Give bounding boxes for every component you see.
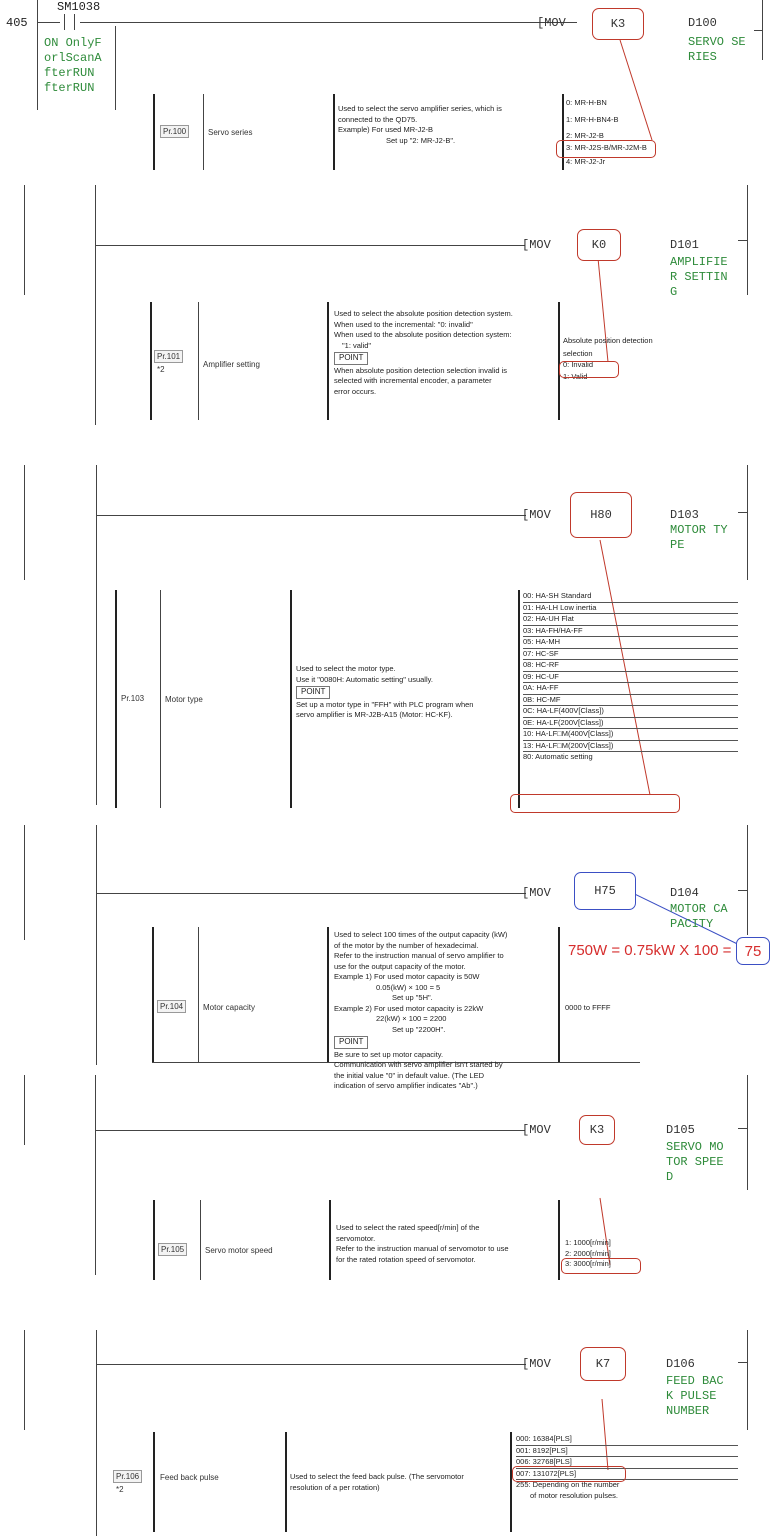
- mov-instruction[interactable]: [MOV: [522, 1357, 551, 1371]
- param-table-border: [152, 927, 154, 1063]
- contact-symbol[interactable]: [60, 14, 80, 30]
- left-power-rail: [24, 465, 25, 580]
- param-tag: Pr.105: [158, 1243, 187, 1256]
- option-list: 000: 16384[PLS] 001: 8192[PLS] 006: 32768[PLS] 007: 131072[PLS] 255: Depending on the number of motor resolution pulses.: [516, 1434, 738, 1501]
- option-list: 00: HA-SH Standard 01: HA-LH Low inertia 02: HA-UH Flat 03: HA-FH/HA-FF 05: HA-MH 07: HC-SF 08: HC-RF 09: HC-UF 0A: HA-FF 0B: HC-MF 0C: HA-LF(400V[Class]) 0E: HA-LF(200V[Class]) 10: HA-LF□M(400V[Class]) 13: HA-LF□M(200V[Class]) 80: Automatic setting: [523, 591, 738, 763]
- rung-branch: [95, 185, 96, 425]
- contact-label: SM1038: [57, 0, 101, 14]
- rung-branch: [96, 1330, 97, 1536]
- point-label: POINT: [296, 686, 330, 699]
- rung-line: [95, 1130, 525, 1131]
- right-power-rail: [747, 465, 748, 580]
- device-comment: SERVO MO TOR SPEE D: [666, 1140, 724, 1184]
- point-label: POINT: [334, 1036, 368, 1049]
- device-comment: MOTOR TY PE: [670, 523, 728, 552]
- capacity-result: 75: [736, 937, 770, 965]
- selected-option-highlight: [561, 1258, 641, 1274]
- device-label: D103: [670, 508, 699, 522]
- left-power-rail: [24, 185, 25, 295]
- param-description: Used to select the servo amplifier series, which is connected to the QD75. Example) For used MR-J2-B Set up "2: MR-J2-B".: [338, 104, 502, 145]
- param-tag: Pr.101: [154, 350, 183, 363]
- mov-instruction[interactable]: [MOV: [537, 16, 566, 30]
- option-list: 0: MR-H-BN 1: MR-H-BN4-B 2: MR-J2-B 3: MR-J2S-B/MR-J2M-B 4: MR-J2-Jr: [566, 98, 647, 166]
- option-list: 1: 1000[r/min] 2: 2000[r/min] 3: 3000[r/min]: [565, 1238, 611, 1268]
- param-note: *2: [116, 1485, 124, 1494]
- branch-line: [115, 26, 116, 110]
- point-label: POINT: [334, 352, 368, 365]
- param-description: Used to select 100 times of the output capacity (kW) of the motor by the number of hexadecimal. Refer to the instruction manual of servo amplifier to use for the output capacity of the motor. Example 1) For used motor capacity is 50W 0.05(kW) × 100 = 5 Set up "5H". Example 2) For used motor capacity is 22kW 22(kW) × 100 = 2200 Set up "2200H". POINT Be sure to set up motor capacity. Communication with servo amplifier isn't started by the initial value "0" in default value. (The LED indication of servo amplifier indicates "Ab".): [334, 930, 508, 1090]
- param-description: Used to select the absolute position detection system. When used to the incremental: "0: invalid" When used to the absolute position detection system: "1: valid" POINT When absolute position detection selection invalid is selected with incremental encoder, a parameter error occurs.: [334, 309, 513, 396]
- param-name: Motor capacity: [203, 1003, 256, 1012]
- device-label: D100: [688, 16, 717, 30]
- param-name: Servo motor speed: [205, 1246, 273, 1255]
- device-label: D105: [666, 1123, 695, 1137]
- device-comment: FEED BAC K PULSE NUMBER: [666, 1374, 724, 1418]
- param-name: Amplifier setting: [203, 360, 260, 369]
- rung-branch: [96, 465, 97, 805]
- rung-line: [95, 245, 525, 246]
- device-label: D104: [670, 886, 699, 900]
- rung-line: [37, 22, 577, 23]
- param-table-border: [150, 302, 152, 420]
- param-description: Used to select the motor type. Use it "0080H: Automatic setting" usually. POINT Set up a motor type in "FFH" with PLC program when servo amplifier is MR-J2B-A15 (Motor: HC-KF).: [296, 664, 474, 719]
- rung-line: [96, 1364, 526, 1365]
- param-table-border: [115, 590, 117, 808]
- step-number: 405: [6, 16, 28, 30]
- left-power-rail: [24, 825, 25, 940]
- param-name: Motor type: [165, 695, 203, 704]
- param-name: Servo series: [208, 128, 253, 137]
- value-box[interactable]: K3: [579, 1115, 615, 1145]
- right-power-rail: [747, 1075, 748, 1190]
- param-tag: Pr.100: [160, 125, 189, 138]
- left-power-rail: [37, 0, 38, 110]
- device-label: D101: [670, 238, 699, 252]
- param-range: 0000 to FFFF: [565, 1003, 611, 1012]
- mov-instruction[interactable]: [MOV: [522, 886, 551, 900]
- mov-instruction[interactable]: [MOV: [522, 1123, 551, 1137]
- option-list: Absolute position detection selection 0: Invalid 1: Valid: [563, 336, 653, 381]
- rung-line: [96, 515, 526, 516]
- param-description: Used to select the feed back pulse. (The servomotor resolution of a per rotation): [290, 1472, 464, 1492]
- param-note: *2: [157, 365, 165, 374]
- param-name: Feed back pulse: [160, 1473, 219, 1482]
- selected-option-highlight: [512, 1466, 626, 1482]
- value-box[interactable]: K7: [580, 1347, 626, 1381]
- param-tag: Pr.106: [113, 1470, 142, 1483]
- value-box[interactable]: K3: [592, 8, 644, 40]
- param-description: Used to select the rated speed[r/min] of the servomotor. Refer to the instruction manual of servomotor to use for the rated rotation speed of servomotor.: [336, 1223, 509, 1264]
- value-box[interactable]: H75: [574, 872, 636, 910]
- mov-instruction[interactable]: [MOV: [522, 508, 551, 522]
- right-power-rail: [762, 0, 763, 60]
- device-comment: SERVO SE RIES: [688, 35, 746, 64]
- param-table-border: [153, 94, 155, 170]
- device-comment: MOTOR CA PACITY: [670, 902, 728, 931]
- selected-option-highlight: [559, 361, 619, 378]
- param-table-border: [153, 1432, 155, 1532]
- mov-instruction[interactable]: [MOV: [522, 238, 551, 252]
- right-power-rail: [747, 1330, 748, 1430]
- param-tag: Pr.104: [157, 1000, 186, 1013]
- left-power-rail: [24, 1075, 25, 1145]
- selected-option-highlight: [556, 140, 656, 158]
- rung-branch: [95, 1075, 96, 1275]
- rung-line: [96, 893, 526, 894]
- rung-branch: [96, 825, 97, 1065]
- param-tag: Pr.103: [121, 694, 145, 703]
- selected-option-highlight: [510, 794, 680, 813]
- contact-comment: ON OnlyF orlScanA fterRUN fterRUN: [44, 36, 102, 95]
- device-comment: AMPLIFIE R SETTIN G: [670, 255, 728, 299]
- left-power-rail: [24, 1330, 25, 1430]
- value-box[interactable]: K0: [577, 229, 621, 261]
- capacity-calculation: 750W = 0.75kW X 100 =: [568, 942, 732, 959]
- value-box[interactable]: H80: [570, 492, 632, 538]
- param-table-border: [153, 1200, 155, 1280]
- right-power-rail: [747, 825, 748, 935]
- device-label: D106: [666, 1357, 695, 1371]
- right-power-rail: [747, 185, 748, 295]
